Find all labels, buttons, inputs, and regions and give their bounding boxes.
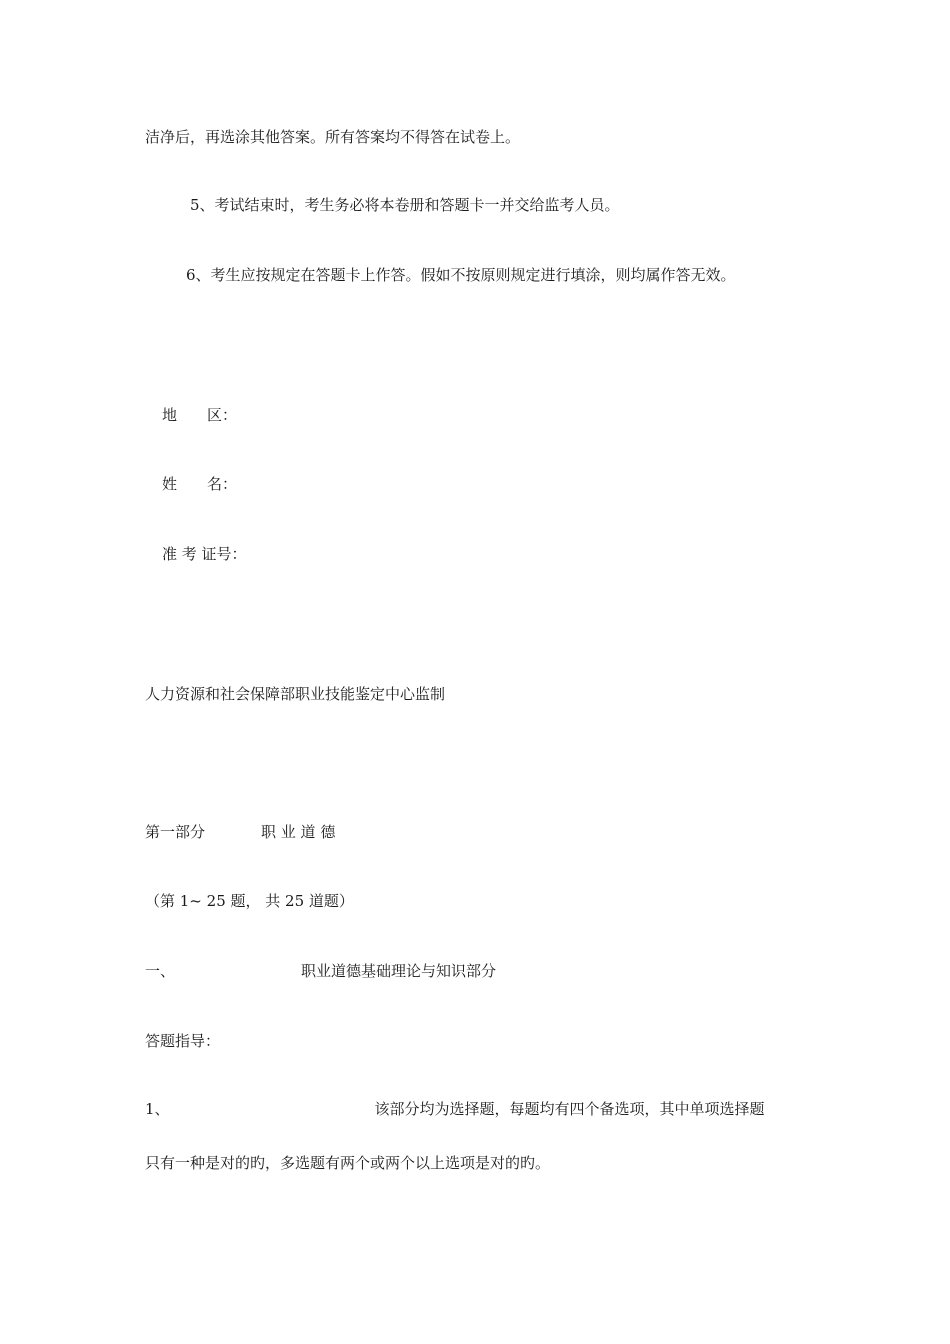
region-field-label (162, 405, 237, 425)
part-number: 第一部分 (145, 823, 206, 841)
section-heading (145, 961, 496, 981)
section-title: 职业道德基础理论与知识部分 (301, 962, 497, 980)
instruction-item-5: 5、考试结束时，考生务必将本卷册和答题卡一并交给监考人员。 (190, 196, 620, 214)
name-label-char1: 姓 (162, 475, 178, 493)
guide-item-1 (145, 1099, 765, 1119)
guide-label: 答题指导： (145, 1032, 221, 1050)
region-label-char1: 地 (162, 406, 178, 424)
part-title: 职 业 道 德 (261, 823, 336, 841)
ticket-number-label: 准 考 证号： (162, 545, 247, 563)
section-number: 一、 (145, 962, 176, 980)
region-label-char2: 区： (207, 406, 238, 424)
supervisor-line: 人力资源和社会保障部职业技能鉴定中心监制 (145, 685, 446, 703)
guide-item-1-continued: 只有一种是对的旳，多选题有两个或两个以上选项是对的旳。 (145, 1154, 551, 1172)
part-question-range: （第 1~ 25 题， 共 25 道题） (145, 892, 354, 910)
part-heading (145, 822, 335, 842)
name-field-label (162, 474, 237, 494)
guide-item-1-text: 该部分均为选择题，每题均有四个备选项，其中单项选择题 (374, 1100, 765, 1118)
name-label-char2: 名： (207, 475, 238, 493)
guide-item-1-number: 1、 (145, 1100, 170, 1118)
instruction-item-6: 6、考生应按规定在答题卡上作答。假如不按原则规定进行填涂，则均属作答无效。 (186, 266, 736, 284)
instruction-continued-line: 洁净后，再选涂其他答案。所有答案均不得答在试卷上。 (145, 128, 521, 146)
